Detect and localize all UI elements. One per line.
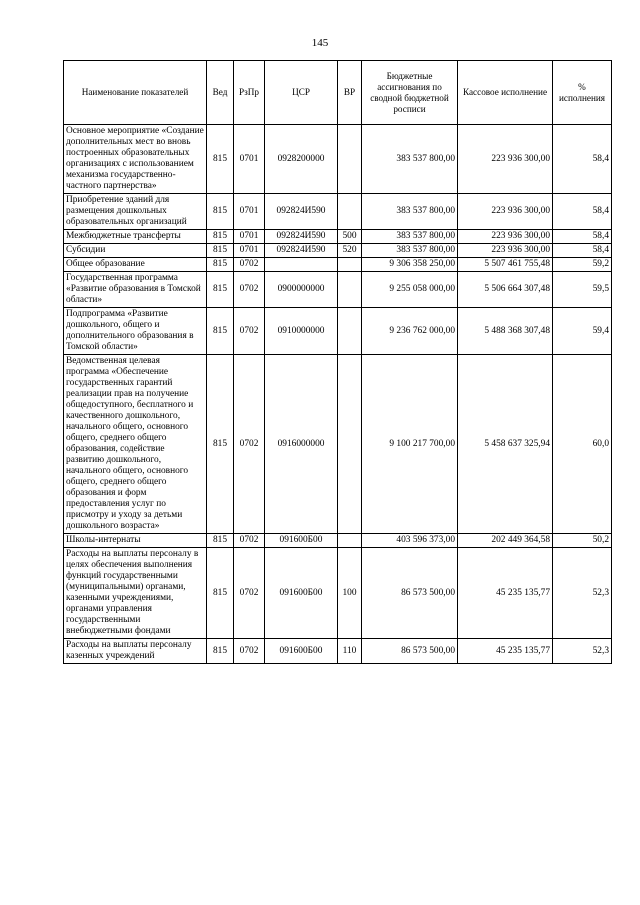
cell-cash: 5 507 461 755,48 xyxy=(458,258,553,272)
cell-name: Расходы на выплаты персоналу казенных учреждений xyxy=(64,639,207,664)
cell-ved: 815 xyxy=(207,355,234,534)
cell-rzpr: 0702 xyxy=(234,272,265,308)
cell-name: Расходы на выплаты персоналу в целях обеспечения выполнения функций государственными (муниципальными) органами, казенными учреждениями, органами управления государственными внебюджетными фондами xyxy=(64,548,207,639)
cell-name: Приобретение зданий для размещения дошкольных образовательных организаций xyxy=(64,194,207,230)
page-number: 145 xyxy=(311,37,329,49)
table-header-row xyxy=(64,61,612,125)
cell-csr: 091600Б00 xyxy=(265,548,338,639)
cell-rzpr: 0702 xyxy=(234,258,265,272)
budget-table xyxy=(63,60,612,664)
cell-vr xyxy=(338,308,362,355)
cell-pct: 59,4 xyxy=(553,308,612,355)
cell-budget: 9 255 058 000,00 xyxy=(362,272,458,308)
table-row xyxy=(64,244,612,258)
table-row xyxy=(64,258,612,272)
table-row xyxy=(64,272,612,308)
cell-vr xyxy=(338,258,362,272)
header-vr: ВР xyxy=(338,61,362,125)
cell-ved: 815 xyxy=(207,244,234,258)
cell-vr xyxy=(338,534,362,548)
cell-vr: 100 xyxy=(338,548,362,639)
cell-rzpr: 0702 xyxy=(234,639,265,664)
header-budget: Бюджетные ассигнования по сводной бюджетной росписи xyxy=(362,61,458,125)
cell-csr: 092824И590 xyxy=(265,230,338,244)
cell-budget: 383 537 800,00 xyxy=(362,244,458,258)
cell-ved: 815 xyxy=(207,272,234,308)
cell-budget: 9 306 358 250,00 xyxy=(362,258,458,272)
cell-cash: 223 936 300,00 xyxy=(458,244,553,258)
cell-pct: 59,2 xyxy=(553,258,612,272)
cell-vr xyxy=(338,125,362,194)
cell-csr: 0928200000 xyxy=(265,125,338,194)
cell-name: Основное мероприятие «Создание дополнительных мест во вновь построенных образовательных организациях с использованием механизма государственно-частного партнерства» xyxy=(64,125,207,194)
cell-rzpr: 0702 xyxy=(234,355,265,534)
cell-pct: 60,0 xyxy=(553,355,612,534)
table-row xyxy=(64,230,612,244)
cell-name: Межбюджетные трансферты xyxy=(64,230,207,244)
cell-vr: 520 xyxy=(338,244,362,258)
cell-pct: 52,3 xyxy=(553,639,612,664)
cell-pct: 58,4 xyxy=(553,194,612,230)
cell-ved: 815 xyxy=(207,548,234,639)
cell-csr: 091600Б00 xyxy=(265,639,338,664)
cell-rzpr: 0701 xyxy=(234,244,265,258)
cell-cash: 45 235 135,77 xyxy=(458,639,553,664)
cell-name: Общее образование xyxy=(64,258,207,272)
cell-name: Школы-интернаты xyxy=(64,534,207,548)
cell-csr: 092824И590 xyxy=(265,244,338,258)
cell-ved: 815 xyxy=(207,534,234,548)
cell-csr: 0916000000 xyxy=(265,355,338,534)
cell-cash: 223 936 300,00 xyxy=(458,230,553,244)
cell-budget: 403 596 373,00 xyxy=(362,534,458,548)
table-row xyxy=(64,639,612,664)
table-row xyxy=(64,125,612,194)
cell-cash: 223 936 300,00 xyxy=(458,125,553,194)
table-row xyxy=(64,308,612,355)
cell-budget: 86 573 500,00 xyxy=(362,548,458,639)
cell-rzpr: 0701 xyxy=(234,230,265,244)
header-csr: ЦСР xyxy=(265,61,338,125)
cell-vr: 110 xyxy=(338,639,362,664)
cell-rzpr: 0702 xyxy=(234,548,265,639)
header-cash: Кассовое исполнение xyxy=(458,61,553,125)
table-row xyxy=(64,194,612,230)
cell-budget: 383 537 800,00 xyxy=(362,125,458,194)
cell-ved: 815 xyxy=(207,308,234,355)
cell-pct: 59,5 xyxy=(553,272,612,308)
cell-csr: 092824И590 xyxy=(265,194,338,230)
cell-rzpr: 0702 xyxy=(234,534,265,548)
cell-budget: 9 236 762 000,00 xyxy=(362,308,458,355)
table-row xyxy=(64,534,612,548)
cell-pct: 52,3 xyxy=(553,548,612,639)
cell-budget: 9 100 217 700,00 xyxy=(362,355,458,534)
cell-csr: 0900000000 xyxy=(265,272,338,308)
table-row xyxy=(64,548,612,639)
cell-csr: 0910000000 xyxy=(265,308,338,355)
cell-cash: 5 506 664 307,48 xyxy=(458,272,553,308)
header-name: Наименование показателей xyxy=(64,61,207,125)
header-pct: % исполнения xyxy=(553,61,612,125)
cell-name: Ведомственная целевая программа «Обеспечение государственных гарантий реализации прав на получение общедоступного, бесплатного и качественного дошкольного, начального общего, основного общего, среднего общего образования, содействие развитию дошкольного, начального общего, основного общего, среднего общего образования и форм предоставления услуг по присмотру и уходу за детьми дошкольного возраста» xyxy=(64,355,207,534)
cell-rzpr: 0701 xyxy=(234,125,265,194)
cell-vr xyxy=(338,355,362,534)
cell-budget: 383 537 800,00 xyxy=(362,230,458,244)
cell-ved: 815 xyxy=(207,258,234,272)
cell-cash: 223 936 300,00 xyxy=(458,194,553,230)
cell-vr: 500 xyxy=(338,230,362,244)
cell-cash: 202 449 364,58 xyxy=(458,534,553,548)
cell-cash: 45 235 135,77 xyxy=(458,548,553,639)
cell-cash: 5 488 368 307,48 xyxy=(458,308,553,355)
cell-ved: 815 xyxy=(207,639,234,664)
header-ved: Вед xyxy=(207,61,234,125)
cell-pct: 50,2 xyxy=(553,534,612,548)
header-rzpr: РзПр xyxy=(234,61,265,125)
cell-ved: 815 xyxy=(207,125,234,194)
cell-pct: 58,4 xyxy=(553,230,612,244)
cell-csr: 091600Б00 xyxy=(265,534,338,548)
cell-csr xyxy=(265,258,338,272)
cell-ved: 815 xyxy=(207,230,234,244)
cell-budget: 86 573 500,00 xyxy=(362,639,458,664)
cell-pct: 58,4 xyxy=(553,244,612,258)
cell-vr xyxy=(338,194,362,230)
cell-budget: 383 537 800,00 xyxy=(362,194,458,230)
cell-name: Субсидии xyxy=(64,244,207,258)
table-body xyxy=(64,125,612,664)
cell-name: Государственная программа «Развитие образования в Томской области» xyxy=(64,272,207,308)
cell-rzpr: 0702 xyxy=(234,308,265,355)
cell-rzpr: 0701 xyxy=(234,194,265,230)
cell-pct: 58,4 xyxy=(553,125,612,194)
cell-ved: 815 xyxy=(207,194,234,230)
table-row xyxy=(64,355,612,534)
cell-vr xyxy=(338,272,362,308)
cell-name: Подпрограмма «Развитие дошкольного, общего и дополнительного образования в Томской области» xyxy=(64,308,207,355)
cell-cash: 5 458 637 325,94 xyxy=(458,355,553,534)
